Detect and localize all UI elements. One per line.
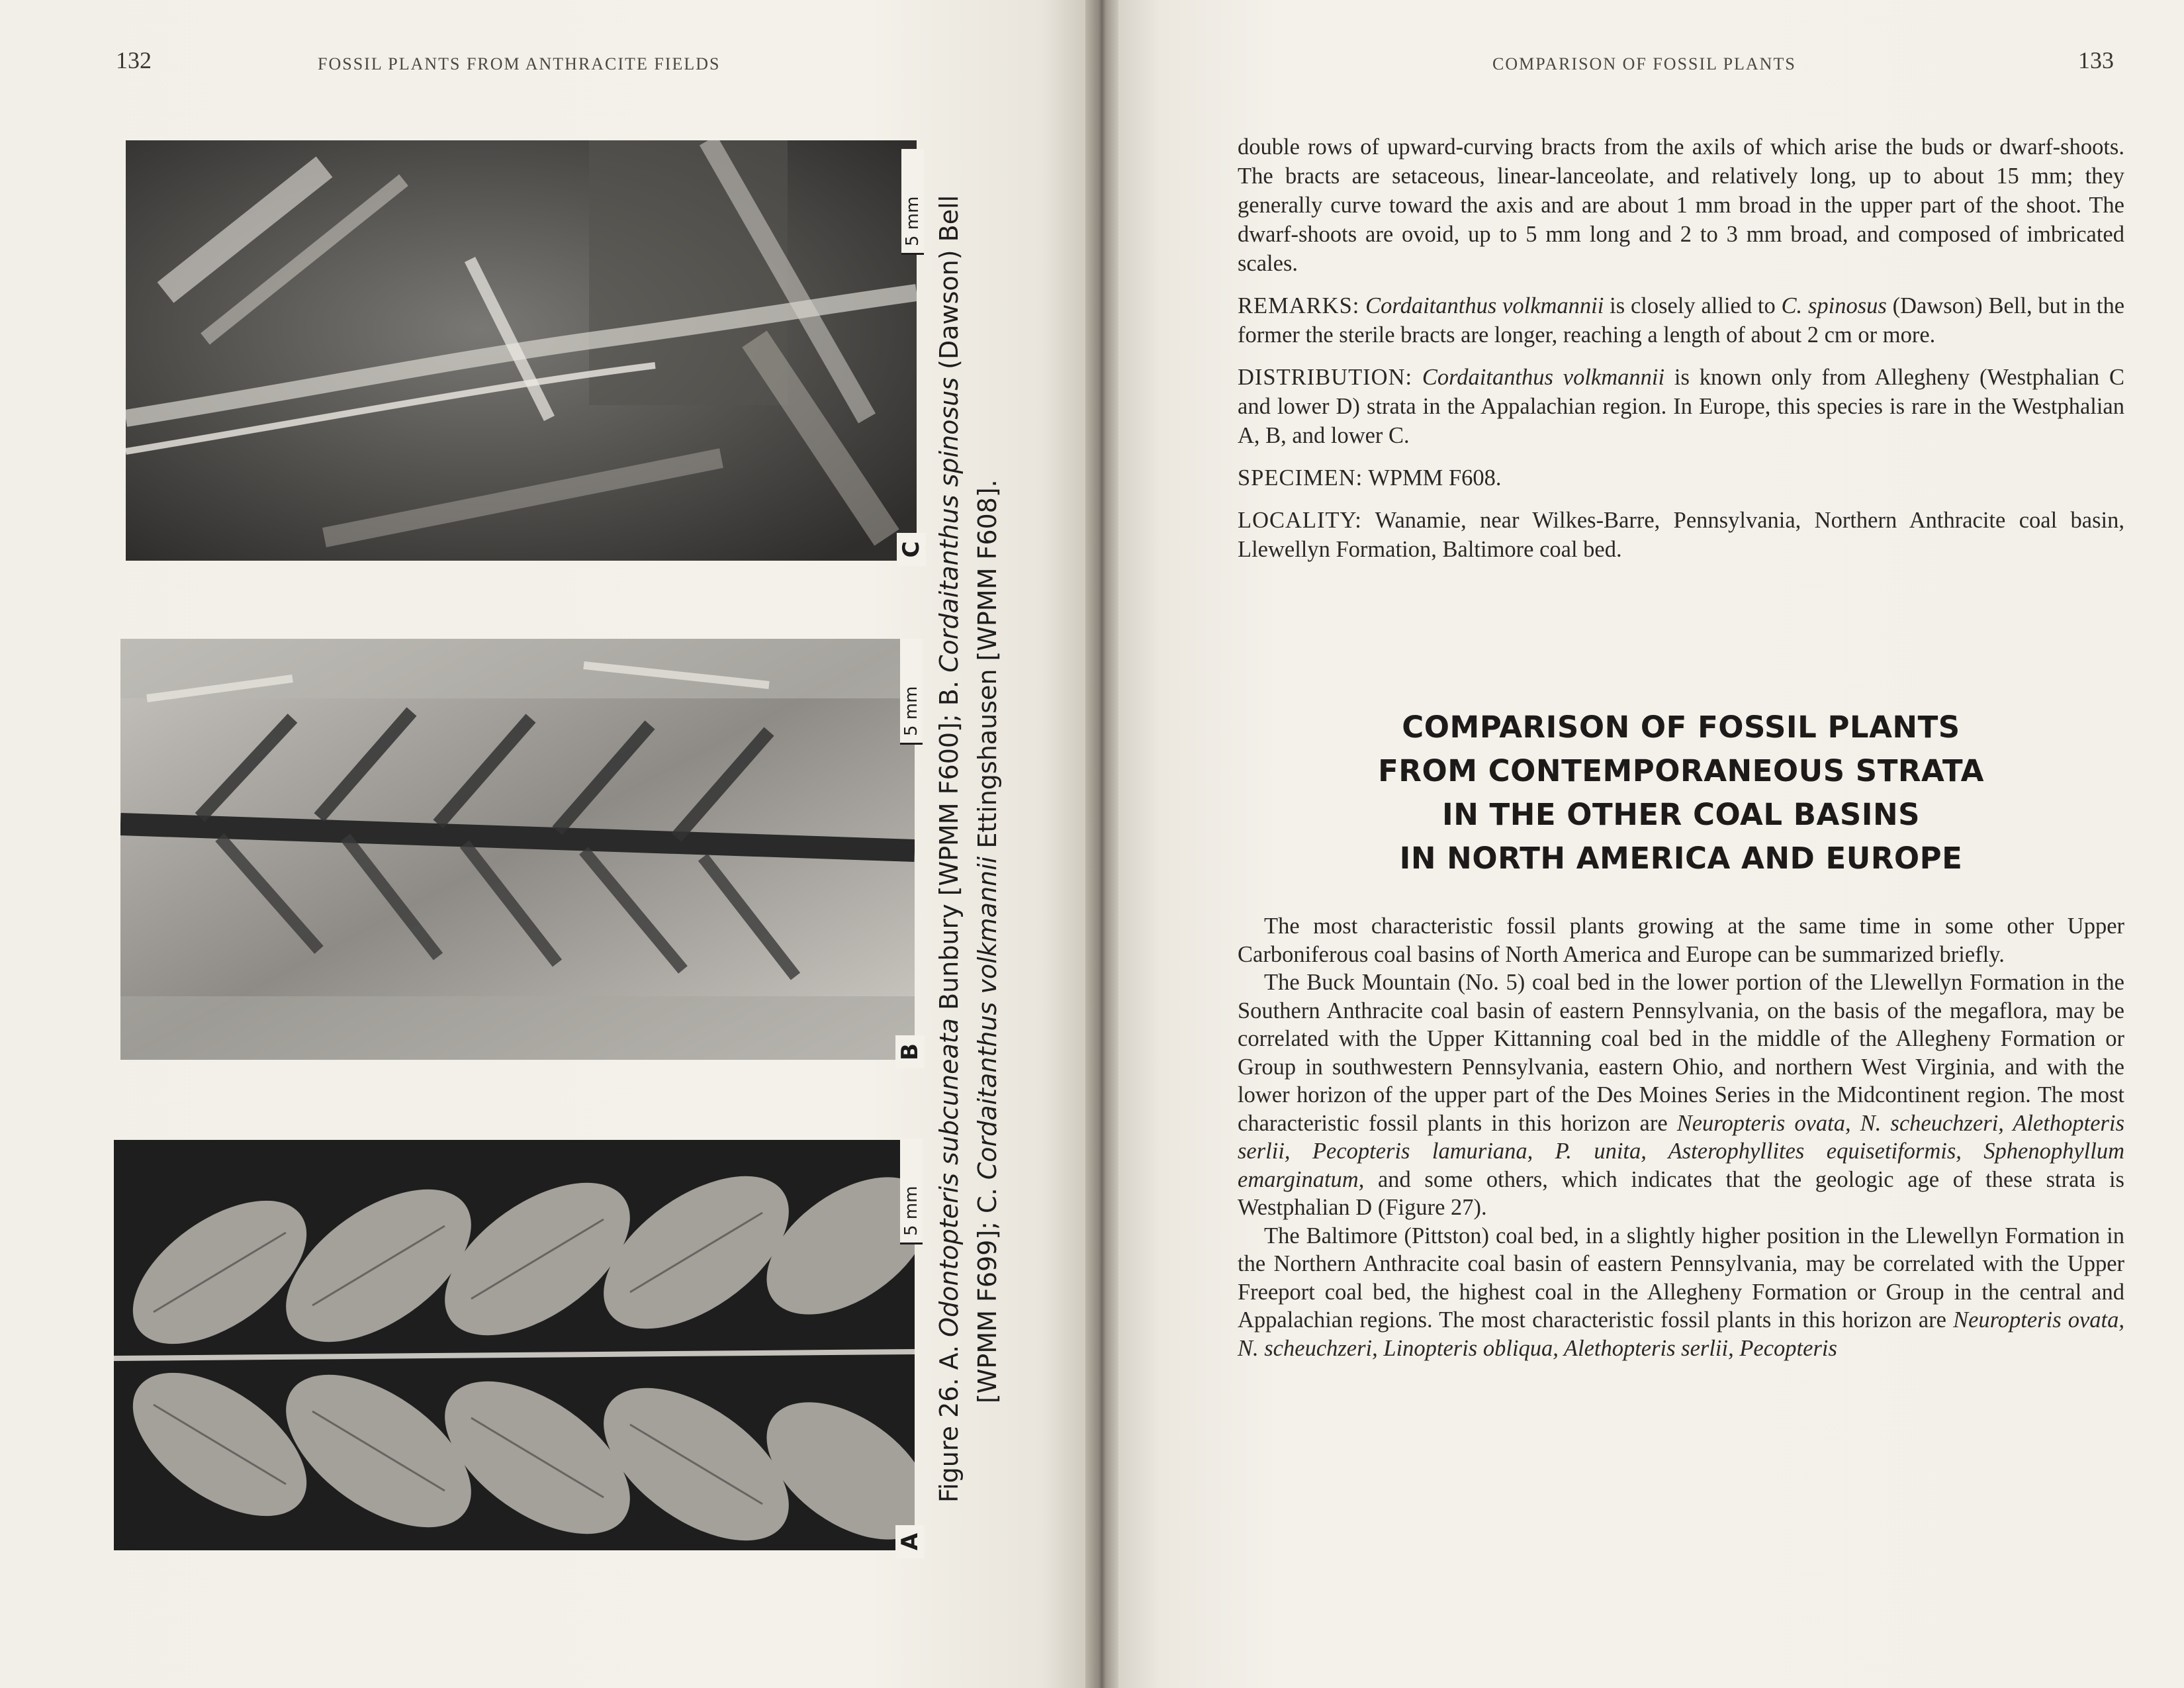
comparison-paragraph-1: The most characteristic fossil plants growing at the same time in some other Upper Carboniferous coal basins of North America and Europe can be summarized briefly. xyxy=(1238,914,2124,967)
heading-line-2: FROM CONTEMPORANEOUS STRATA xyxy=(1378,753,1984,788)
panel-letter-a: A xyxy=(895,1525,925,1558)
panel-letter-c: C xyxy=(897,533,926,566)
comparison-paragraph-2: The Buck Mountain (No. 5) coal bed in the lower portion of the Llewellyn Formation in the Southern Anthracite coal basin of eastern Pennsylvania, on the basis of the megaflora, may be correlated with the Upper Kittanning coal bed in the middle of the Allegheny Formation or Group in southwestern Pennsylvania, eastern Ohio, and northern West Virginia, and with the lower horizon of the upper part of the Des Moines Series in the Midcontinent region. The most characteristic fossil plants in this horizon are Neuropteris ovata, N. scheuchzeri, Alethopteris serlii, Pecopteris lamuriana, P. unita, Asterophyllites equisetiformis, Sphenophyllum emarginatum, and some others, which indicates that the geologic age of these strata is Westphalian D (Figure 27). xyxy=(1238,970,2124,1220)
fossil-photo-b xyxy=(120,639,915,1060)
page-number-left: 132 xyxy=(116,47,152,73)
figure-caption xyxy=(930,113,1007,1503)
locality-paragraph: LOCALITY: Wanamie, near Wilkes-Barre, Pennsylvania, Northern Anthracite coal basin, Llewellyn Formation, Baltimore coal bed. xyxy=(1238,508,2124,562)
page-number-right: 133 xyxy=(2078,47,2114,73)
species-description xyxy=(1238,132,2124,577)
description-paragraph: double rows of upward-curving bracts from the axils of which arise the buds or dwarf-shoots. The bracts are setaceous, linear-lanceolate, and relatively long, up to about 15 mm; they generally curve toward the axis and are about 1 mm broad in the upper part of the shoot. The dwarf-shoots are ovoid, up to 5 mm long and 2 to 3 mm broad, and composed of imbricated scales. xyxy=(1238,134,2124,276)
fossil-photo-a xyxy=(114,1140,915,1550)
heading-line-4: IN NORTH AMERICA AND EUROPE xyxy=(1399,841,1963,876)
scale-bar-c: 5 mm xyxy=(901,149,924,255)
heading-line-3: IN THE OTHER COAL BASINS xyxy=(1441,797,1921,832)
remarks-paragraph: REMARKS: Cordaitanthus volkmannii is closely allied to C. spinosus (Dawson) Bell, but in the former the sterile bracts are longer, reaching a length of about 2 cm or more. xyxy=(1238,293,2125,348)
distribution-paragraph: DISTRIBUTION: Cordaitanthus volkmannii is known only from Allegheny (Westphalian C and lower D) strata in the Appalachian region. In Europe, this species is rare in the Westphalian A, B, and lower C. xyxy=(1238,365,2124,448)
book-gutter xyxy=(1085,0,1118,1688)
section-heading xyxy=(1238,706,2124,880)
comparison-text xyxy=(1238,912,2124,1362)
heading-line-1: COMPARISON OF FOSSIL PLANTS xyxy=(1402,710,1960,745)
scale-bar-b: 5 mm xyxy=(900,639,923,745)
running-head-right: COMPARISON OF FOSSIL PLANTS xyxy=(1492,54,1796,73)
figure-caption-line-2: [WPMM F699]; C. Cordaitanthus volkmannii Ettingshausen [WPMM F608]. xyxy=(973,479,1002,1403)
left-page xyxy=(0,0,1085,1688)
fossil-photo-c xyxy=(126,140,917,561)
running-head-left: FOSSIL PLANTS FROM ANTHRACITE FIELDS xyxy=(318,54,721,73)
scale-bar-a: 5 mm xyxy=(900,1139,923,1244)
specimen-paragraph: SPECIMEN: WPMM F608. xyxy=(1238,465,1502,491)
figure-caption-line-1: Figure 26. A. Odontopteris subcuneata Bunbury [WPMM F600]; B. Cordaitanthus spinosus (Dawson) Bell xyxy=(934,195,964,1503)
panel-letter-b: B xyxy=(895,1035,925,1068)
comparison-paragraph-3: The Baltimore (Pittston) coal bed, in a slightly higher position in the Llewellyn Formation in the Northern Anthracite coal basin of eastern Pennsylvania, may be correlated with the Upper Freeport coal bed, the highest coal in the Allegheny Formation or Group in the central and Appalachian regions. The most characteristic fossil plants in this horizon are Neuropteris ovata, N. scheuchzeri, Linopteris obliqua, Alethopteris serlii, Pecopteris xyxy=(1238,1223,2124,1361)
